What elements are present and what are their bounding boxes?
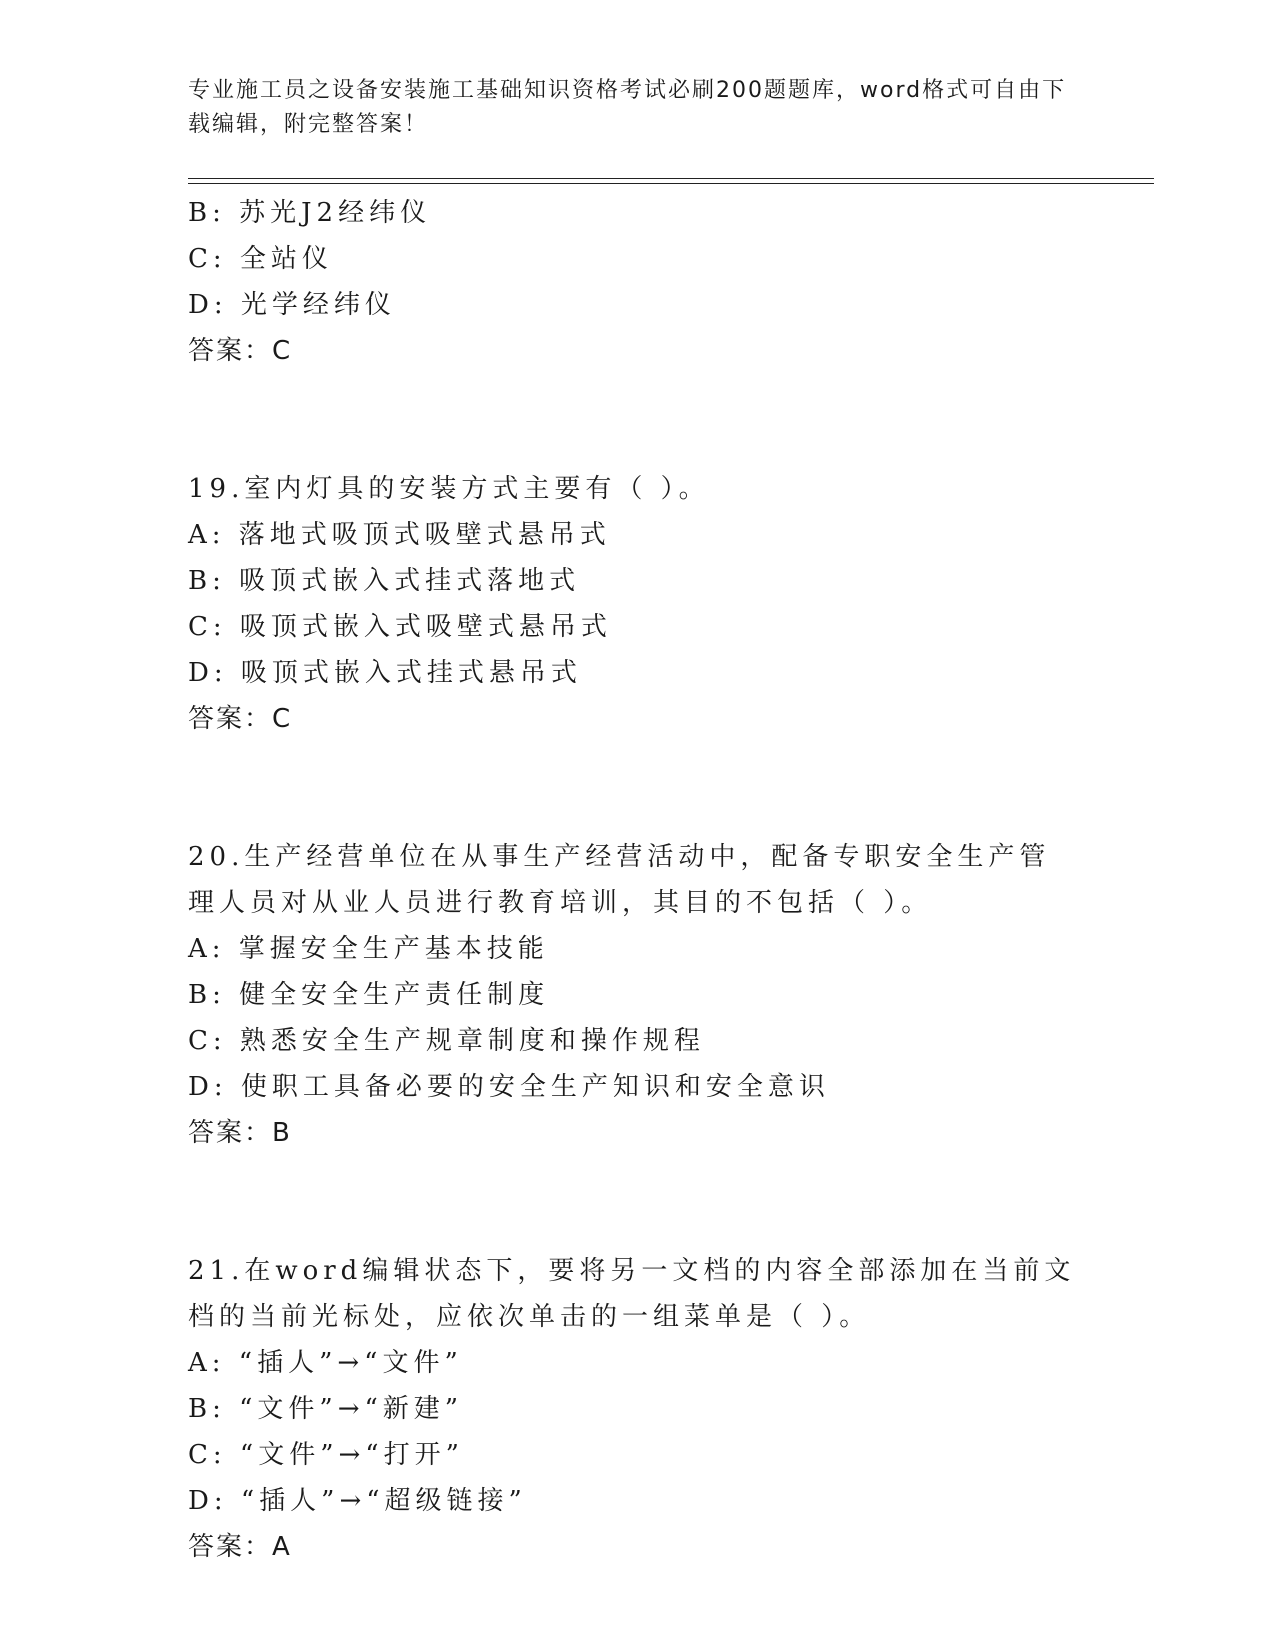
option-d: D: 光学经纬仪	[188, 290, 396, 320]
header-divider-top	[188, 178, 1154, 179]
option-c: C: 熟悉安全生产规章制度和操作规程	[188, 1026, 705, 1056]
question-block-21	[188, 1248, 1078, 1570]
question-text: 20.生产经营单位在从事生产经营活动中，配备专职安全生产管理人员对从业人员进行教育培训，其目的不包括（ ）。	[188, 842, 1051, 918]
spacer	[188, 374, 1078, 466]
option-c: C: 全站仪	[188, 244, 333, 274]
option-b: B: 健全安全生产责任制度	[188, 980, 550, 1010]
option-d: D: “插人”→“超级链接”	[188, 1486, 527, 1516]
option-d: D: 吸顶式嵌入式挂式悬吊式	[188, 658, 582, 688]
option-a: A: 落地式吸顶式吸壁式悬吊式	[188, 520, 611, 550]
option-b: B: 吸顶式嵌入式挂式落地式	[188, 566, 581, 596]
option-a: A: “插人”→“文件”	[188, 1348, 463, 1378]
option-d: D: 使职工具备必要的安全生产知识和安全意识	[188, 1072, 830, 1102]
question-text: 19.室内灯具的安装方式主要有（ ）。	[188, 474, 710, 504]
question-block-19	[188, 466, 1078, 742]
option-b: B: “文件”→“新建”	[188, 1394, 464, 1424]
option-a: A: 掌握安全生产基本技能	[188, 934, 549, 964]
answer-line: 答案：B	[188, 1118, 292, 1148]
option-b: B: 苏光J2经纬仪	[188, 198, 432, 228]
answer-line: 答案：C	[188, 336, 293, 366]
question-block-18	[188, 190, 1078, 374]
answer-line: 答案：C	[188, 704, 293, 734]
answer-line: 答案：A	[188, 1532, 292, 1562]
option-c: C: 吸顶式嵌入式吸壁式悬吊式	[188, 612, 612, 642]
question-list	[188, 190, 1078, 1570]
document-header: 专业施工员之设备安装施工基础知识资格考试必刷200题题库，word格式可自由下载编辑，附完整答案！	[188, 78, 1067, 137]
header-divider-bottom	[188, 183, 1154, 184]
spacer	[188, 1156, 1078, 1248]
spacer	[188, 742, 1078, 834]
question-block-20	[188, 834, 1078, 1156]
question-text: 21.在word编辑状态下，要将另一文档的内容全部添加在当前文档的当前光标处，应依次单击的一组菜单是（ ）。	[188, 1256, 1076, 1332]
option-c: C: “文件”→“打开”	[188, 1440, 464, 1470]
